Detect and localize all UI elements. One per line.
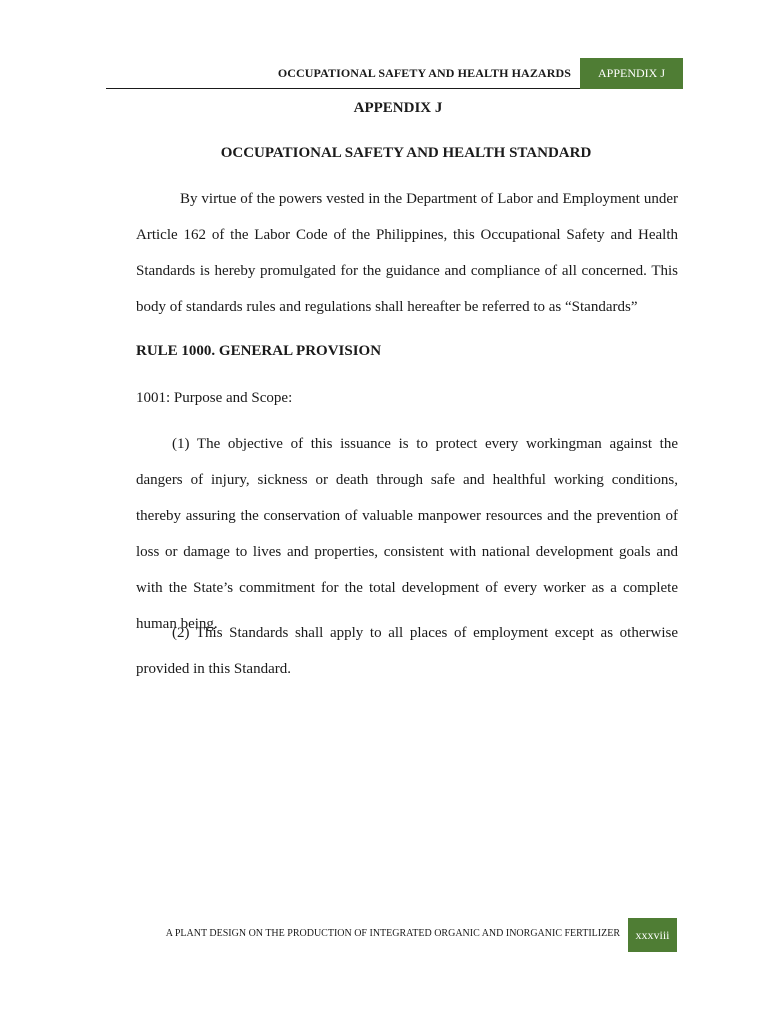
paragraph-objective: (1) The objective of this issuance is to protect every workingman against the dangers of injury, sickness or death through safe and healthful working conditions, thereby assuring the conservation of valuable manpower resources and the prevention of loss or damage to lives and properties, consistent with national development goals and with the State’s commitment for the total development of every worker as a complete human being. <box>136 436 678 632</box>
appendix-badge: APPENDIX J <box>580 58 683 89</box>
section-label: 1001: Purpose and Scope: <box>136 390 293 406</box>
running-header-title: OCCUPATIONAL SAFETY AND HEALTH HAZARDS <box>277 66 571 80</box>
page-subtitle: OCCUPATIONAL SAFETY AND HEALTH STANDARD <box>220 145 592 161</box>
intro-paragraph: By virtue of the powers vested in the Department of Labor and Employment under Article 162 of the Labor Code of the Philippines, this Occupational Safety and Health Standards is hereby promulgated for the guidance and compliance of all concerned. This body of standards rules and regulations shall hereafter be referred to as “Standards” <box>136 191 678 315</box>
running-footer-title: A PLANT DESIGN ON THE PRODUCTION OF INTEGRATED ORGANIC AND INORGANIC FERTILIZER <box>165 928 620 939</box>
page-title: APPENDIX J <box>353 100 443 116</box>
header-divider <box>106 88 580 89</box>
paragraph-scope: (2) This Standards shall apply to all places of employment except as otherwise provided in this Standard. <box>136 625 678 677</box>
rule-heading: RULE 1000. GENERAL PROVISION <box>136 343 382 359</box>
page-number: xxxviii <box>628 918 677 952</box>
